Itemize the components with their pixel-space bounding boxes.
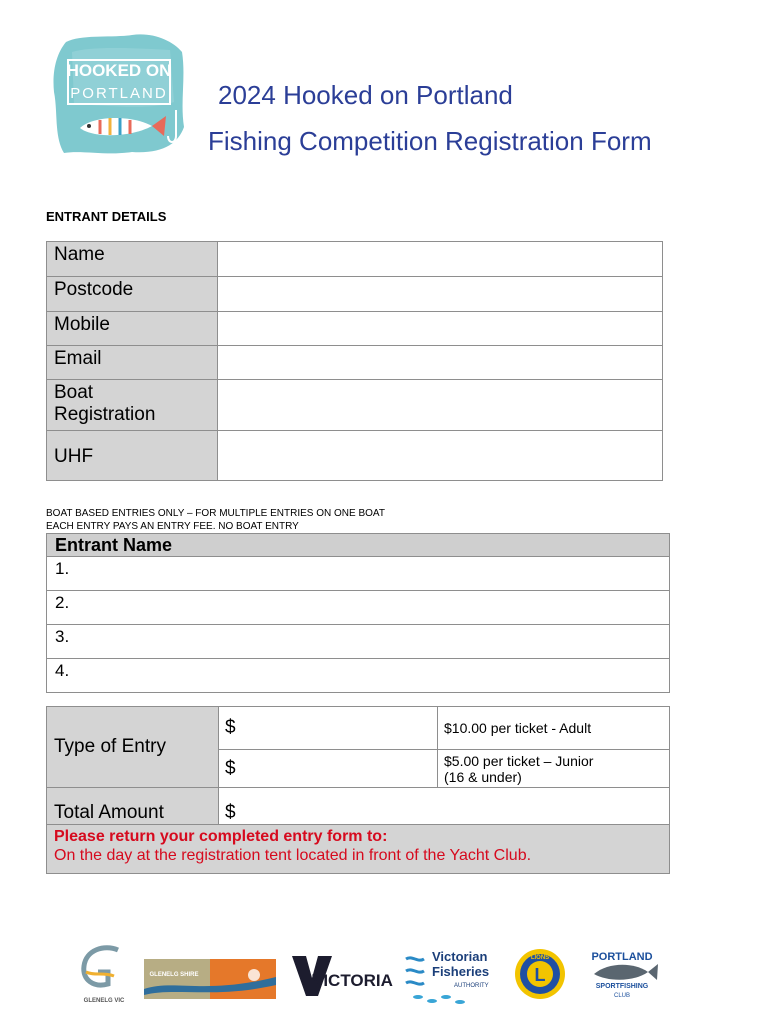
- return-body: On the day at the registration tent located in front of the Yacht Club.: [54, 847, 532, 864]
- mobile-field[interactable]: [218, 312, 663, 346]
- boat-note-line-2: EACH ENTRY PAYS AN ENTRY FEE. NO BOAT ENTRY: [46, 521, 299, 532]
- svg-text:VICTORIA: VICTORIA: [312, 971, 393, 990]
- victoria-logo: [290, 950, 394, 1004]
- section-entrant-details: ENTRANT DETAILS: [46, 209, 167, 224]
- entrant-details-table: [46, 241, 663, 481]
- victorian-fisheries-authority-logo: [402, 945, 500, 1007]
- total-amount-field[interactable]: $: [219, 788, 670, 825]
- logo-text-bottom: PORTLAND: [70, 85, 168, 102]
- boat-note-line-1: BOAT BASED ENTRIES ONLY – FOR MULTIPLE ENTRIES ON ONE BOAT: [46, 508, 385, 519]
- title-line-2: Fishing Competition Registration Form: [208, 126, 652, 156]
- entrant-name-header: Entrant Name: [47, 534, 670, 557]
- svg-text:GLENELG SHIRE: GLENELG SHIRE: [149, 972, 199, 978]
- entrant-row-3[interactable]: 3.: [47, 625, 670, 659]
- title-line-1: 2024 Hooked on Portland: [218, 80, 513, 110]
- boat-entry-note: [46, 507, 466, 533]
- return-heading: Please return your completed entry form to:: [54, 828, 388, 845]
- svg-text:CLUB: CLUB: [613, 993, 631, 999]
- svg-text:Victorian: Victorian: [432, 949, 488, 964]
- junior-price-label: $5.00 per ticket – Junior (16 & under): [438, 750, 670, 788]
- label-name: Name: [47, 242, 218, 277]
- svg-text:GLENELG VIC: GLENELG VIC: [83, 998, 125, 1004]
- portland-sportfishing-club-logo: [584, 948, 660, 1000]
- svg-text:LIONS: LIONS: [530, 955, 550, 961]
- lions-club-logo: [514, 946, 566, 1002]
- junior-amount-field[interactable]: $: [219, 750, 438, 788]
- glenelg-shire-logo: [144, 959, 276, 999]
- postcode-field[interactable]: [218, 277, 663, 312]
- adult-price-label: $10.00 per ticket - Adult: [438, 707, 670, 750]
- uhf-field[interactable]: [218, 431, 663, 481]
- label-email: Email: [47, 346, 218, 380]
- hooked-on-portland-logo: [52, 32, 186, 156]
- svg-text:AUTHORITY: AUTHORITY: [454, 983, 489, 989]
- type-of-entry-label: Type of Entry: [47, 707, 219, 788]
- svg-text:L: L: [534, 965, 546, 985]
- entrant-row-4[interactable]: 4.: [47, 659, 670, 693]
- logo-text-top: HOOKED ON: [66, 61, 172, 80]
- label-uhf: UHF: [47, 431, 218, 481]
- adult-amount-field[interactable]: $: [219, 707, 438, 750]
- name-field[interactable]: [218, 242, 663, 277]
- svg-text:SPORTFISHING: SPORTFISHING: [595, 983, 649, 990]
- label-postcode: Postcode: [47, 277, 218, 312]
- label-mobile: Mobile: [47, 312, 218, 346]
- entrant-row-2[interactable]: 2.: [47, 591, 670, 625]
- boat-registration-field[interactable]: [218, 380, 663, 431]
- label-boat-registration: Boat Registration: [47, 380, 218, 431]
- svg-text:PORTLAND: PORTLAND: [591, 951, 653, 963]
- return-instructions: [47, 825, 670, 874]
- total-amount-label: Total Amount: [47, 788, 219, 825]
- entrant-row-1[interactable]: 1.: [47, 557, 670, 591]
- email-field[interactable]: [218, 346, 663, 380]
- fees-table: [46, 706, 670, 874]
- glenelg-vic-logo: [74, 942, 134, 1006]
- svg-text:Fisheries: Fisheries: [432, 964, 490, 979]
- entrant-names-table: [46, 533, 670, 693]
